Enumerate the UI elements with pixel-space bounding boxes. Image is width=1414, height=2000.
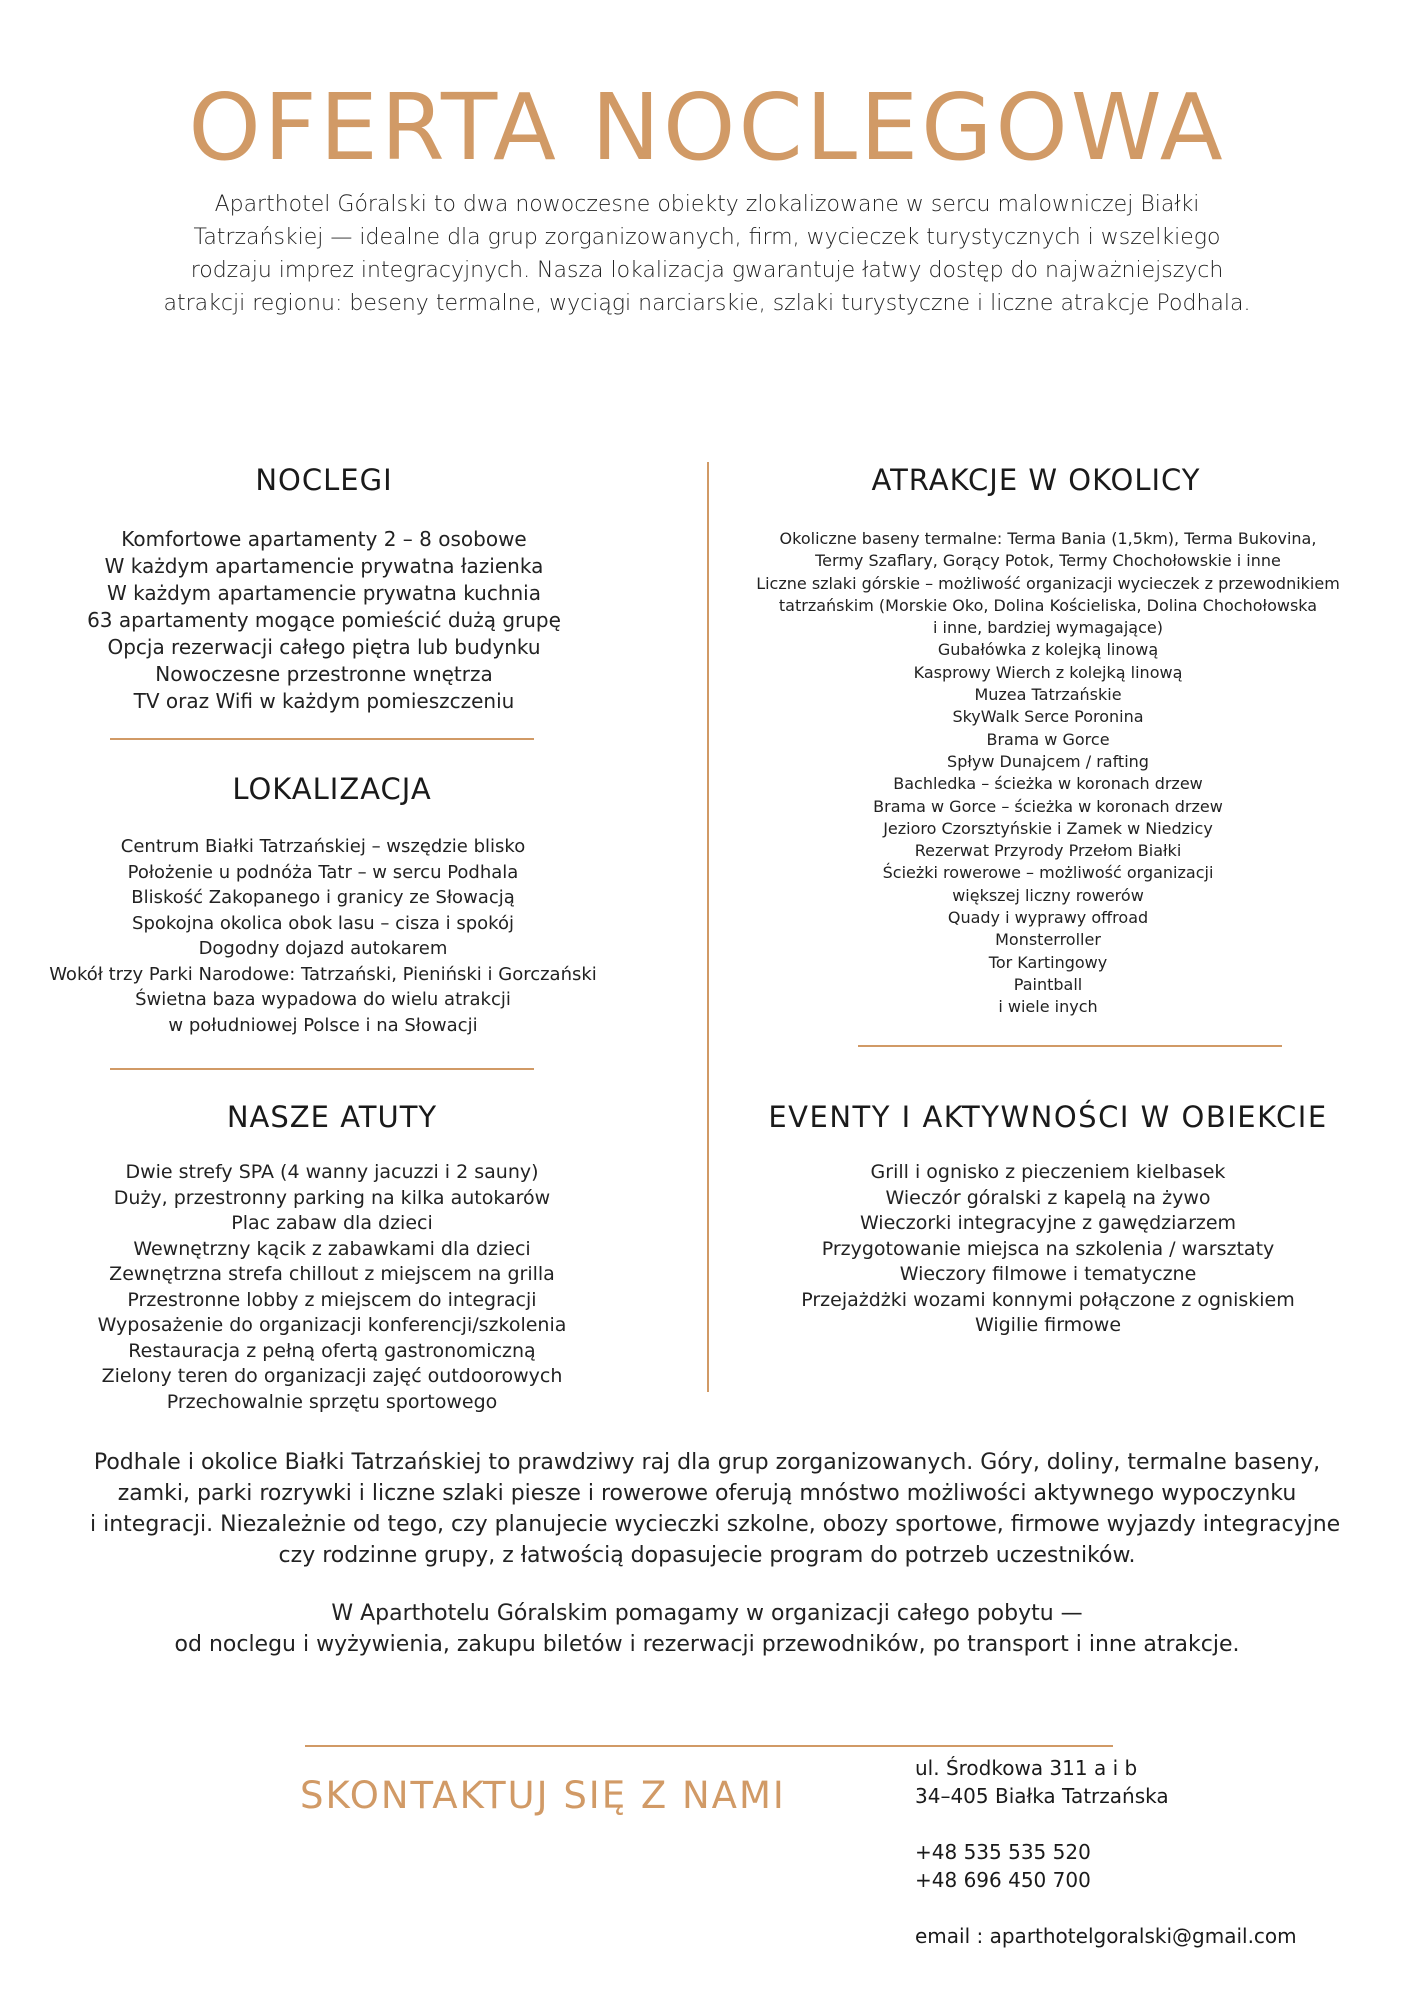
outro-line: i integracji. Niezależnie od tego, czy planujecie wycieczki szkolne, obozy sportowe, firmowe wyjazdy integracyjne	[90, 1512, 1341, 1537]
phone-number[interactable]: +48 696 450 700	[915, 1868, 1091, 1892]
list-item: Przechowalnie sprzętu sportowego	[166, 1390, 498, 1413]
outro-line: zamki, parki rozrywki i liczne szlaki piesze i rowerowe oferują mnóstwo możliwości aktywnego wypoczynku	[117, 1481, 1297, 1506]
list-item: Wigilie firmowe	[974, 1314, 1122, 1336]
section-title-lokalizacja: LOKALIZACJA	[232, 772, 432, 806]
list-item: Przejażdżki wozami konnymi połączone z ogniskiem	[801, 1288, 1295, 1311]
divider-noclegi	[110, 738, 534, 740]
list-item: Brama w Gorce	[986, 729, 1110, 749]
list-item: Spokojna okolica obok lasu – cisza i spokój	[132, 912, 514, 934]
list-item: Paintball	[1013, 974, 1083, 994]
list-item: Wieczór góralski z kapelą na żywo	[885, 1186, 1211, 1209]
intro-line: Tatrzańskiej — idealne dla grup zorganizowanych, firm, wycieczek turystycznych i wszelkiego	[193, 225, 1221, 250]
list-item: Grill i ognisko z pieczeniem kielbasek	[870, 1161, 1226, 1183]
section-title-atrakcje: ATRAKCJE W OKOLICY	[871, 463, 1201, 497]
list-item: Położenie u podnóża Tatr – w sercu Podhala	[127, 861, 519, 883]
divider-atrakcje	[858, 1045, 1282, 1047]
list-item: Wieczorki integracyjne z gawędziarzem	[859, 1212, 1237, 1234]
intro-line: rodzaju imprez integracyjnych. Nasza lokalizacja gwarantuje łatwy dostęp do najważniejszych	[190, 258, 1224, 283]
list-item: Świetna baza wypadowa do wielu atrakcji	[135, 989, 511, 1010]
list-item: Centrum Białki Tatrzańskiej – wszędzie blisko	[120, 836, 526, 857]
list-item: Komfortowe apartamenty 2 – 8 osobowe	[121, 527, 527, 551]
list-item: Plac zabaw dla dzieci	[231, 1212, 433, 1234]
list-item: Monsterroller	[995, 930, 1101, 950]
list-item: Wieczory filmowe i tematyczne	[899, 1263, 1197, 1285]
intro-line: atrakcji regionu: beseny termalne, wyciągi narciarskie, szlaki turystyczne i liczne atrakcje Podhala.	[163, 291, 1251, 316]
list-item: Wewnętrzny kącik z zabawkami dla dzieci	[133, 1237, 531, 1260]
list-item: Opcja rezerwacji całego piętra lub budynku	[107, 635, 541, 659]
page-title: OFERTA NOCLEGOWA	[188, 74, 1226, 181]
divider-lokalizacja	[110, 1068, 534, 1070]
list-item: Wokół trzy Parki Narodowe: Tatrzański, Pieniński i Gorczański	[49, 963, 597, 985]
list-item: Nowoczesne przestronne wnętrza	[155, 662, 493, 686]
list-item: Ścieżki rowerowe – możliwość organizacji	[882, 863, 1214, 883]
list-item: Rezerwat Przyrody Przełom Białki	[914, 841, 1182, 861]
eventy-list	[718, 1160, 1378, 1339]
list-item: Przygotowanie miejsca na szkolenia / warsztaty	[821, 1237, 1275, 1260]
list-item: Liczne szlaki górskie – możliwość organizacji wycieczek z przewodnikiem	[756, 573, 1340, 593]
email-address[interactable]: email : aparthotelgoralski@gmail.com	[915, 1924, 1297, 1948]
list-item: większej liczny rowerów	[952, 885, 1144, 905]
list-item: W każdym apartamencie prywatna łazienka	[104, 554, 544, 578]
outro-line: W Aparthotelu Góralskim pomagamy w organizacji całego pobytu —	[331, 1601, 1083, 1626]
list-item: Bachledka – ścieżka w koronach drzew	[893, 774, 1203, 794]
list-item: i inne, bardziej wymagające)	[933, 618, 1163, 638]
list-item: Restauracja z pełną ofertą gastronomiczną	[128, 1339, 536, 1362]
contact-title: SKONTAKTUJ SIĘ Z NAMI	[300, 1774, 786, 1817]
list-item: Tor Kartingowy	[988, 952, 1108, 972]
list-item: Quady i wyprawy offroad	[947, 908, 1149, 928]
noclegi-list	[0, 526, 648, 715]
atuty-list	[0, 1160, 664, 1415]
list-item: Dogodny dojazd autokarem	[198, 938, 448, 959]
list-item: Przestronne lobby z miejscem do integracji	[127, 1288, 537, 1311]
outro-line: od noclegu i wyżywienia, zakupu biletów i rezerwacji przewodników, po transport i inne atrakcje.	[174, 1632, 1240, 1657]
list-item: Kasprowy Wierch z kolejką linową	[913, 662, 1183, 682]
lokalizacja-list	[0, 834, 646, 1038]
list-item: i wiele inych	[998, 997, 1098, 1017]
section-title-noclegi: NOCLEGI	[255, 463, 393, 497]
list-item: Duży, przestronny parking na kilka autokarów	[113, 1186, 551, 1209]
list-item: Jezioro Czorsztyńskie i Zamek w Niedzicy	[883, 818, 1213, 838]
list-item: TV oraz Wifi w każdym pomieszczeniu	[133, 689, 515, 713]
list-item: Termy Szaflary, Gorący Potok, Termy Chochołowskie i inne	[815, 551, 1281, 571]
list-item: Dwie strefy SPA (4 wanny jacuzzi i 2 sauny)	[125, 1161, 539, 1183]
intro-line: Aparthotel Góralski to dwa nowoczesne obiekty zlokalizowane w sercu malowniczej Białki	[214, 192, 1200, 217]
list-item: Zielony teren do organizacji zajęć outdoorowych	[101, 1365, 563, 1387]
list-item: 63 apartamenty mogące pomieścić dużą grupę	[87, 608, 561, 632]
divider-contact	[305, 1745, 1113, 1747]
list-item: Bliskość Zakopanego i granicy ze Słowacją	[131, 887, 515, 908]
address-line: 34–405 Białka Tatrzańska	[915, 1784, 1169, 1808]
intro-paragraph	[140, 188, 1274, 320]
phone-number[interactable]: +48 535 535 520	[915, 1840, 1091, 1864]
list-item: Brama w Gorce – ścieżka w koronach drzew	[873, 796, 1223, 816]
section-title-atuty: NASZE ATUTY	[226, 1100, 438, 1134]
list-item: w południowej Polsce i na Słowacji	[168, 1014, 478, 1036]
list-item: SkyWalk Serce Poronina	[952, 707, 1144, 727]
list-item: Okoliczne baseny termalne: Terma Bania (1,5km), Terma Bukovina,	[779, 529, 1317, 548]
list-item: W każdym apartamencie prywatna kuchnia	[107, 581, 541, 605]
outro-text	[90, 1447, 1341, 1660]
list-item: tatrzańskim (Morskie Oko, Dolina Kościeliska, Dolina Chochołowska	[778, 595, 1318, 615]
list-item: Gubałówka z kolejką linową	[937, 640, 1159, 660]
section-title-eventy: EVENTY I AKTYWNOŚCI W OBIEKCIE	[768, 1100, 1328, 1134]
address-line: ul. Środkowa 311 a i b	[915, 1756, 1138, 1780]
outro-line: Podhale i okolice Białki Tatrzańskiej to prawdziwy raj dla grup zorganizowanych. Góry, doliny, termalne baseny,	[93, 1450, 1321, 1475]
list-item: Zewnętrzna strefa chillout z miejscem na grilla	[109, 1263, 555, 1285]
vertical-divider	[707, 462, 709, 1392]
outro-line: czy rodzinne grupy, z łatwością dopasujecie program do potrzeb uczestników.	[278, 1543, 1136, 1568]
list-item: Muzea Tatrzańskie	[974, 685, 1122, 705]
list-item: Spływ Dunajcem / rafting	[947, 751, 1149, 771]
contact-details	[915, 1754, 1297, 1950]
atrakcje-list	[718, 528, 1378, 1019]
list-item: Wyposażenie do organizacji konferencji/szkolenia	[97, 1314, 567, 1336]
